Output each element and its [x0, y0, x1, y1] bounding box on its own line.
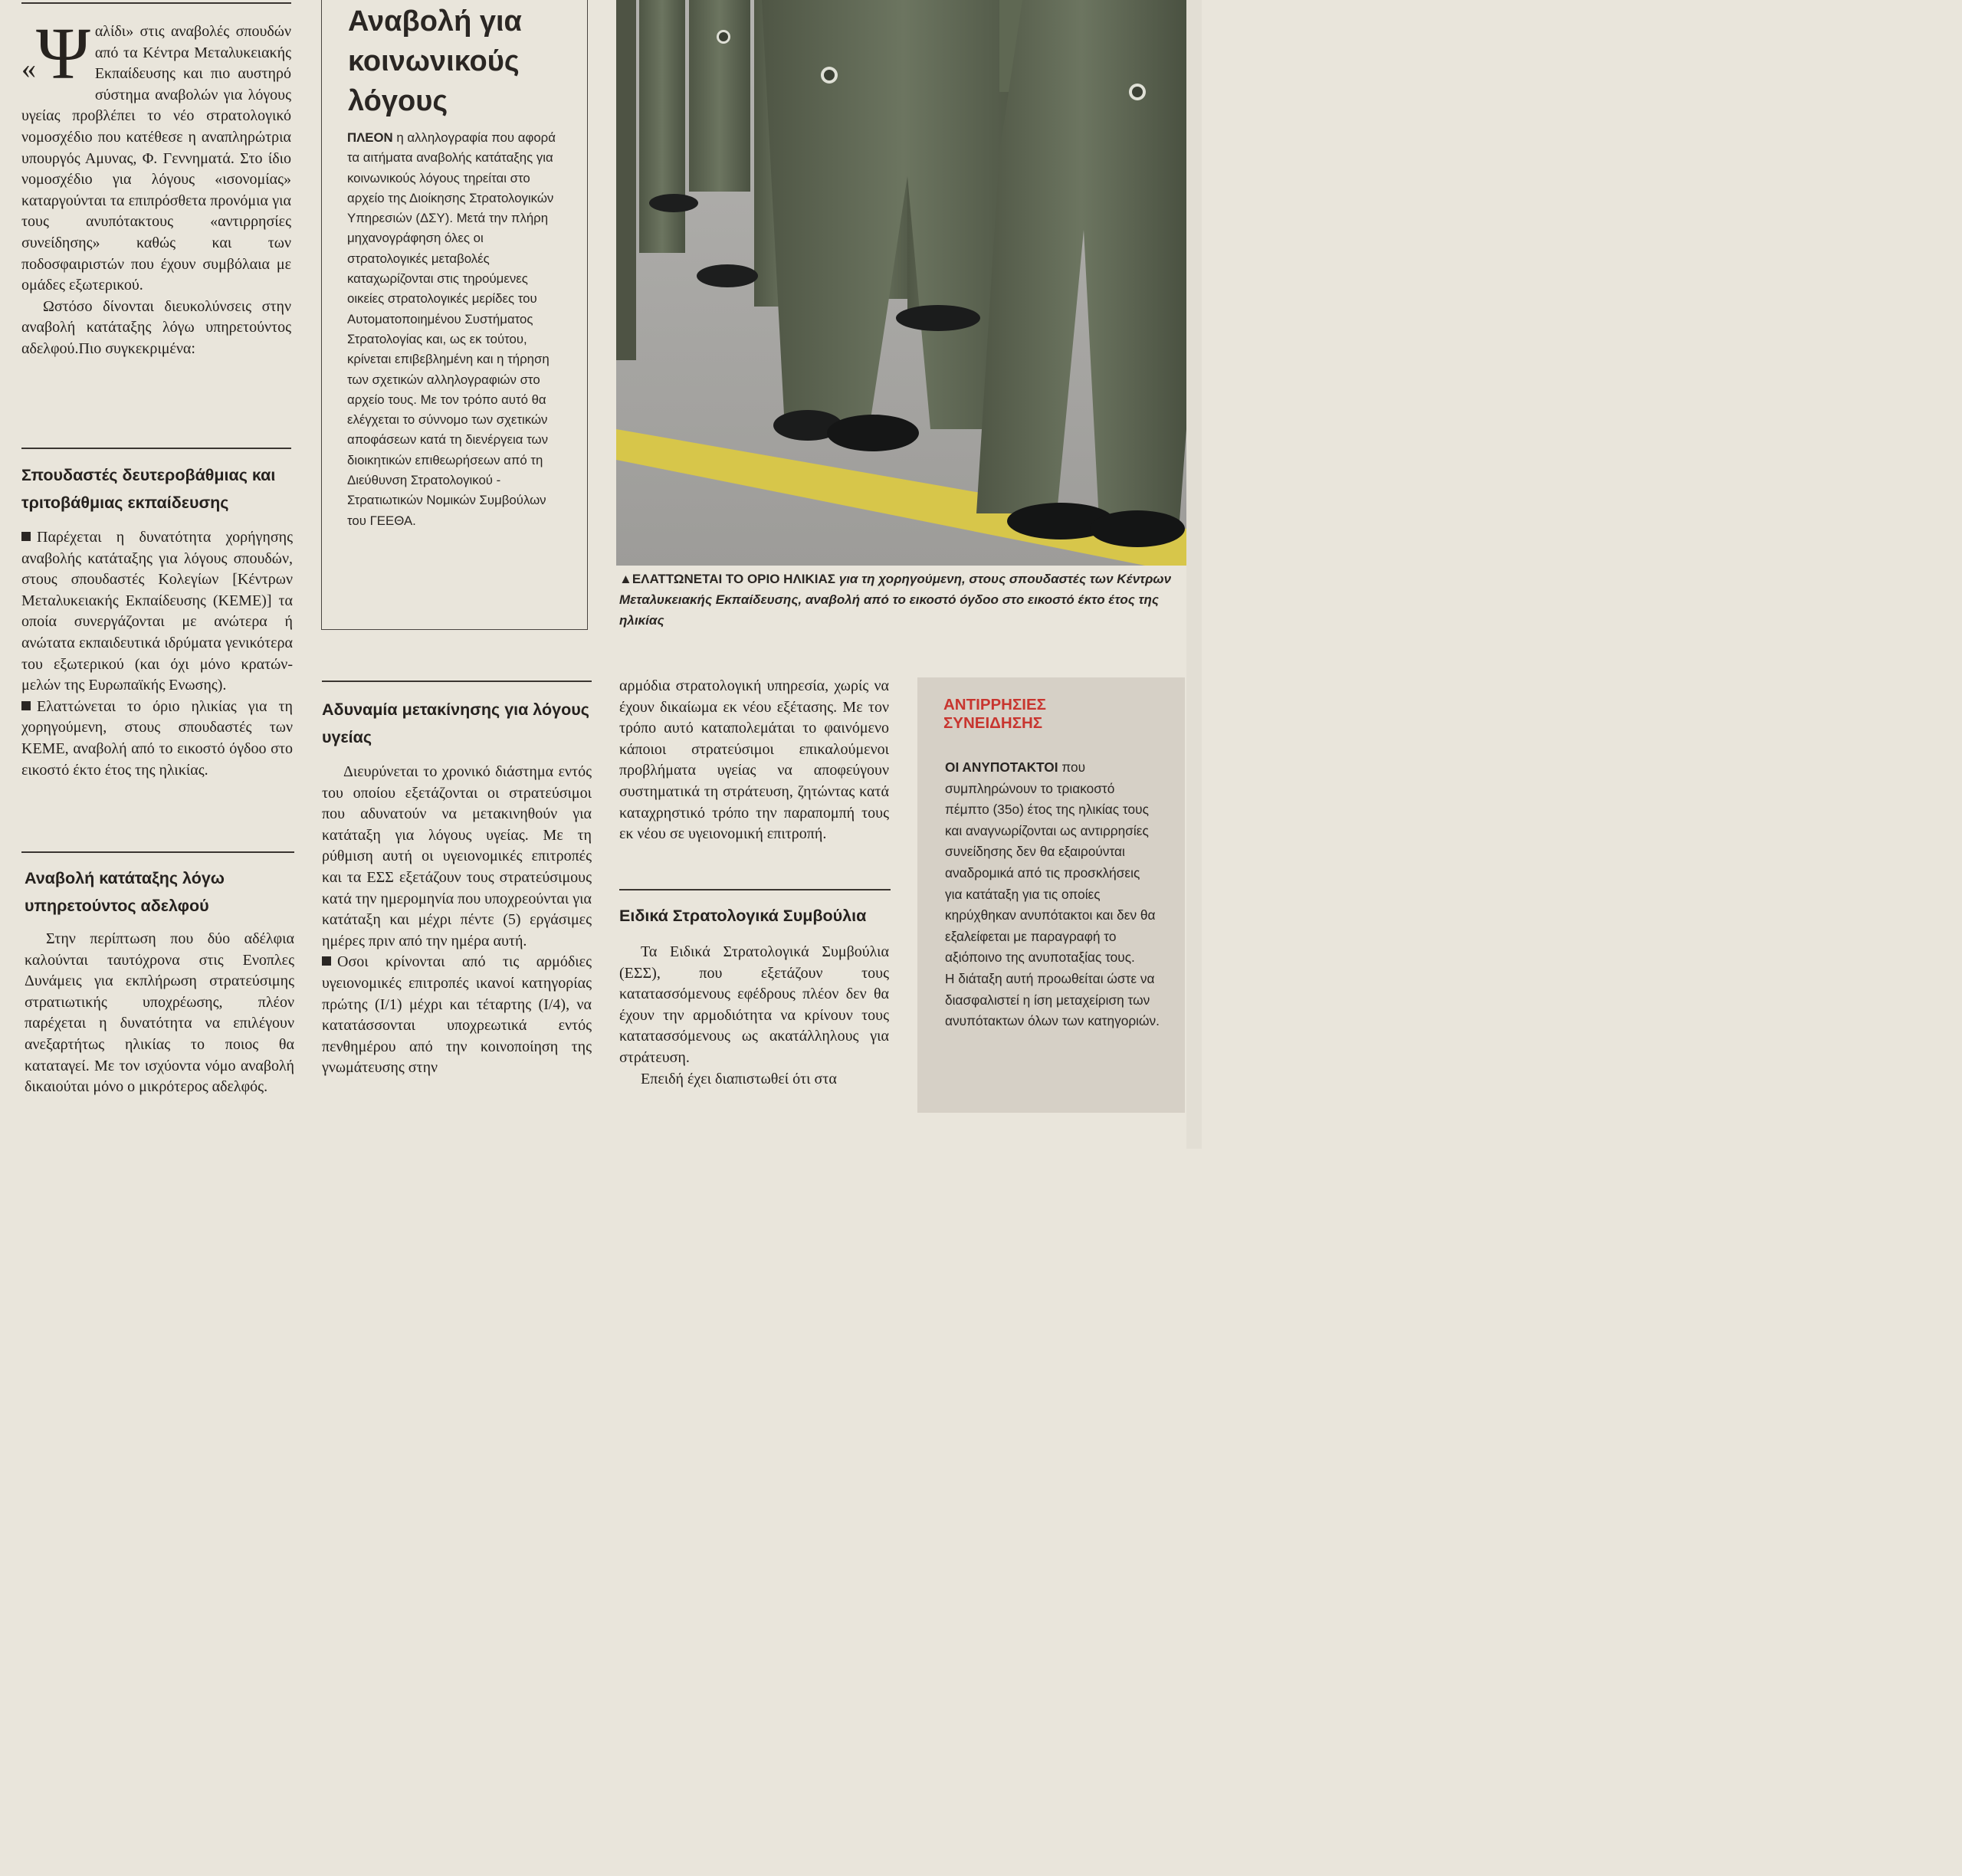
rule-col3: [619, 889, 891, 890]
subhead-mobility: Αδυναμία μετακίνησης για λόγους υγείας: [322, 700, 589, 746]
intro-text: αλίδι» στις αναβολές σπουδών από τα Κέντρα Μεταλυκειακής Εκπαίδευσης και πιο αυστηρό σύστημα αναβολών για λόγους υγείας προβλέπει το νέο στρατολογικό νομοσχέδιο που κατέθεσε η αναπληρώτρια υπουργός Αμυνας, Φ. Γεννηματά. Στο ίδιο νομοσχέδιο για λόγους «ισονομίας» καταργούνται τα επιπρόσθετα προνόμια για τους ανυπότακτους «αντιρρησίες συνείδησης» καθώς και των ποδοσφαιριστών που έχουν συμβόλαια με ομάδες εξωτερικού.: [21, 23, 291, 294]
box-text-2: Η διάταξη αυτή προωθείται ώστε να διασφαλιστεί η ίση μεταχείριση των ανυπότακτων όλων των κατηγοριών.: [945, 970, 1160, 1029]
bullet-2-text: Ελαττώνεται το όριο ηλικίας για τη χορηγούμενη, στους σπουδαστές των ΚΕΜΕ, αναβολή από το εικοστό όγδοο στο εικοστό έκτο έτος της ηλικίας.: [21, 697, 293, 779]
column-1-section-1: [21, 461, 293, 781]
column-1-section-2: [25, 864, 294, 1098]
sidebar-body: η αλληλογραφία που αφορά τα αιτήματα αναβολής κατάταξης για κοινωνικούς λόγους τηρείται στο αρχείο της Διοίκησης Στρατολογικών Υπηρεσιών (ΔΣΥ). Μετά την πλήρη μηχανογράφηση όλες οι στρατολογικές μεταβολές καταχωρίζονται στις τηρούμενες οικείες στρατολογικές μερίδες του Αυτοματοποιημένου Συστήματος Στρατολογίας και, ως εκ τούτου, κρίνεται επιβεβλημένη και η τήρηση των σχετικών αλληλογραφιών στο αρχείο τους. Με τον τρόπο αυτό θα ελέγχεται το σύννομο των σχετικών αποφάσεων κατά τη διενέργεια των διοικητικών επιθεωρήσεων από τη Διεύθυνση Στρατολογικού - Στρατιωτικών Νομικών Συμβούλων του ΓΕΕΘΑ.: [347, 130, 556, 528]
column-3: [619, 676, 889, 845]
bullet-paragraph-2: [21, 697, 293, 781]
soldiers-photo-icon: [616, 0, 1186, 566]
paragraph-brother: Στην περίπτωση που δύο αδέλφια καλούνται ταυτόχρονα στις Ενοπλες Δυνάμεις για εκπλήρωση στρατεύσιμης στρατιωτικής υποχρέωσης, πλέον παρέχεται η δυνατότητα να επιλέγουν ανεξαρτήτως ηλικίας το ποιος θα καταταγεί. Με τον ισχύοντα νόμο αναβολή δικαιούται μόνο ο μικρότερος αδελφός.: [25, 930, 294, 1096]
box-text-1: που συμπληρώνουν το τριακοστό πέμπτο (35ο) έτος της ηλικίας τους και αναγνωρίζονται ως αντιρρησίες συνείδησης δεν θα εξαιρούνται αναδρομικά από τις προσκλήσεις για κατάταξη για τις οποίες κηρύχθηκαν ανυπότακτοι και δεν θα εξαλείφεται με παραγραφή το αξιόποινο της ανυποταξίας τους.: [945, 759, 1156, 966]
bullet-square-icon: [21, 701, 31, 710]
box-title: [943, 696, 1143, 733]
photo-caption: [619, 569, 1173, 631]
subhead-councils: Ειδικά Στρατολογικά Συμβούλια: [619, 907, 867, 925]
dropcap: [21, 12, 90, 97]
caption-triangle-icon: ▲: [619, 572, 632, 586]
paragraph-councils: Τα Ειδικά Στρατολογικά Συμβούλια (ΕΣΣ), που εξετάζουν τους κατατασσόμενους εφέδρους πλέον δεν θα έχουν την αρμοδιότητα να κρίνουν τους κατατασσόμενους ως ακατάλληλους για στράτευση.: [619, 943, 889, 1066]
paragraph-2: Ωστόσο δίνονται διευκολύνσεις στην αναβολή κατάταξης λόγω υπηρετούντος αδελφού.Πιο συγκεκριμένα:: [21, 297, 291, 357]
bullet-paragraph-mobility: [322, 952, 592, 1079]
sidebar-kicker: ΠΛΕΟΝ: [347, 130, 393, 145]
subhead-brother: Αναβολή κατάταξης λόγω υπηρετούντος αδελφού: [25, 869, 225, 915]
sidebar-text: [347, 128, 562, 531]
rule-col2: [322, 681, 592, 682]
soldiers-photo: [616, 0, 1186, 566]
column-2: [322, 696, 592, 1079]
subhead-students: Σπουδαστές δευτεροβάθμιας και τριτοβάθμιας εκπαίδευσης: [21, 466, 276, 512]
rule-col1-a: [21, 448, 291, 449]
top-rule-col1: [21, 2, 291, 4]
bullet-1-text: Παρέχεται η δυνατότητα χορήγησης αναβολής κατάταξης για λόγους σπουδών, στους σπουδαστές Κολεγίων [Κέντρων Μεταλυκειακής Εκπαίδευσης (ΚΕΜΕ)] τα οποία συνεργάζονται με ανώτερα ή ανώτατα εκπαιδευτικά ιδρύματα γενικότερα του εξωτερικού (και όχι μόνο κρατών- μελών της Ευρωπαϊκής Ενωσης).: [21, 529, 293, 694]
box-text: [945, 757, 1160, 1032]
dropcap-quote: «: [21, 53, 36, 85]
sidebar-title: Αναβολή για κοινωνικούς λόγους: [348, 5, 522, 117]
bullet-square-icon: [322, 956, 331, 966]
page-edge-strip: [1186, 0, 1202, 1149]
rule-col1-b: [21, 851, 294, 853]
box-lead: ΟΙ ΑΝΥΠΟΤΑΚΤΟΙ: [945, 759, 1058, 775]
intro-paragraph: [21, 12, 291, 297]
box-title-line-2: ΣΥΝΕΙΔΗΣΗΣ: [943, 714, 1043, 732]
caption-text: για τη χορηγούμενη, στους σπουδαστές των Κέντρων Μεταλυκειακής Εκπαίδευσης, αναβολή από το εικοστό όγδοο στο εικοστό έκτο έτος της ηλικίας: [619, 572, 1172, 628]
bullet-square-icon: [21, 532, 31, 541]
dropcap-letter: Ψ: [36, 12, 90, 94]
bullet-paragraph-1: [21, 527, 293, 697]
column-1: [21, 12, 291, 360]
caption-lead: ΕΛΑΤΤΩΝΕΤΑΙ ΤΟ ΟΡΙΟ ΗΛΙΚΙΑΣ: [632, 572, 835, 586]
paragraph-col3-1: αρμόδια στρατολογική υπηρεσία, χωρίς να έχουν δικαίωμα εκ νέου εξέτασης. Με τον τρόπο αυτό καταπολεμάται το φαινόμενο κάποιοι στρατεύσιμοι επικαλούμενοι προβλήματα υγείας να αποφεύγουν συστηματικά τη στράτευση, ζητώντας κατά καταχρηστικό τρόπο την παραπομπή τους εκ νέου σε υγειονομική επιτροπή.: [619, 677, 889, 843]
box-title-line-1: ΑΝΤΙΡΡΗΣΙΕΣ: [943, 696, 1046, 713]
bullet-mobility-text: Οσοι κρίνονται από τις αρμόδιες υγειονομικές επιτροπές ικανοί κατηγορίας πρώτης (Ι/1) μέχρι και τέταρτης (Ι/4), να κατατάσσονται υποχρεωτικά εντός πενθημέρου από την κοινοποίηση της γνωμάτευσης στην: [322, 953, 592, 1077]
paragraph-councils-2: Επειδή έχει διαπιστωθεί ότι στα: [641, 1070, 837, 1087]
column-3-section: [619, 902, 889, 1090]
paragraph-mobility: Διευρύνεται το χρονικό διάστημα εντός του οποίου εξετάζονται οι στρατεύσιμοι που αδυνατούν να μετακινηθούν για κατάταξη για λόγους υγείας. Με τη ρύθμιση αυτή οι υγειονομικές επιτροπές και τα ΕΣΣ εξετάζουν τους στρατεύσιμους κατά την ημερομηνία που υποχρεούνται για κατάταξη και μέχρι πέντε (5) εργάσιμες ημέρες πριν από την ημέρα αυτή.: [322, 763, 592, 949]
